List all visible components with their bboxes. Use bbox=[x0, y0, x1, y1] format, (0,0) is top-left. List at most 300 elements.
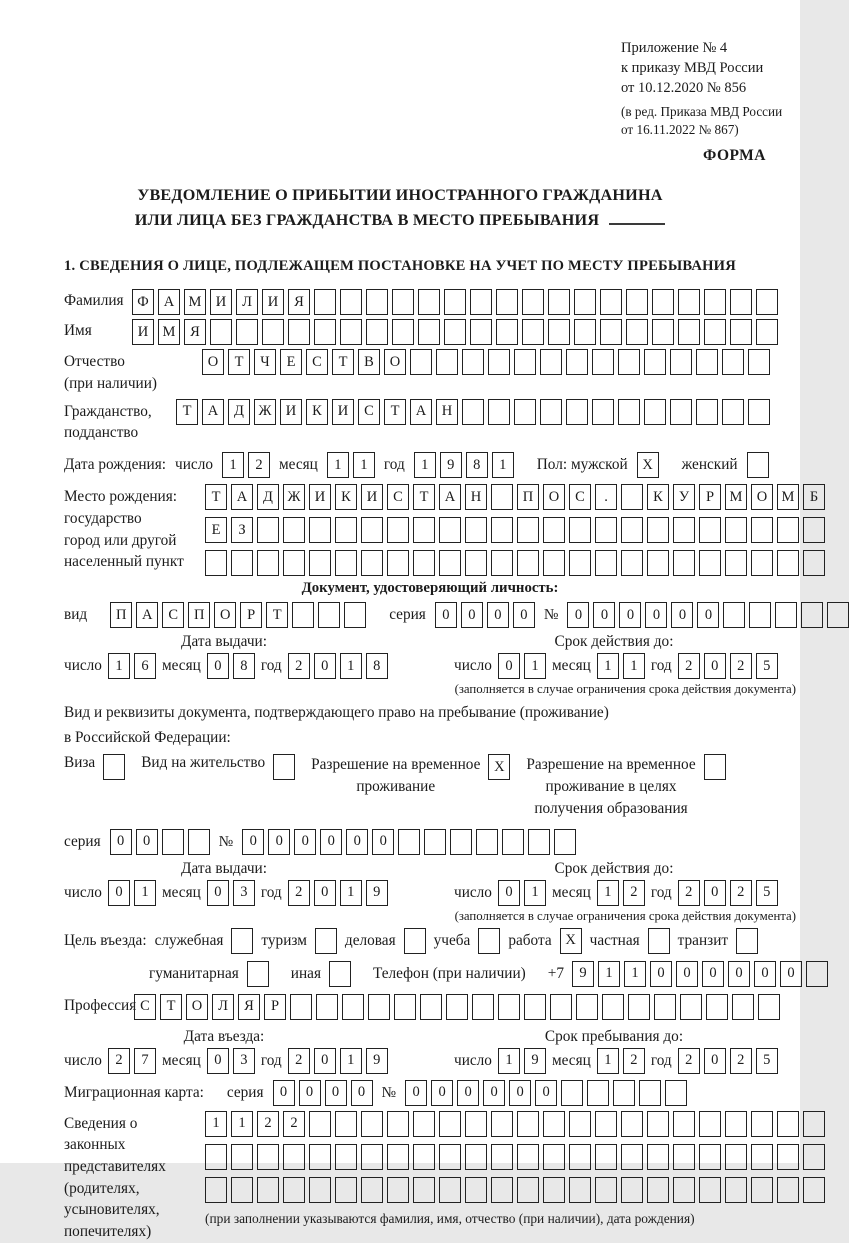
char-box[interactable]: 2 bbox=[730, 880, 752, 906]
char-box[interactable] bbox=[314, 289, 336, 315]
char-box[interactable]: 8 bbox=[233, 653, 255, 679]
char-box[interactable]: 0 bbox=[483, 1080, 505, 1106]
char-box[interactable] bbox=[517, 550, 539, 576]
char-box[interactable]: X bbox=[637, 452, 659, 478]
char-box[interactable]: 0 bbox=[702, 961, 724, 987]
char-box[interactable] bbox=[751, 550, 773, 576]
char-box[interactable] bbox=[775, 602, 797, 628]
char-box[interactable]: . bbox=[595, 484, 617, 510]
char-box[interactable]: 2 bbox=[623, 880, 645, 906]
char-box[interactable] bbox=[465, 1177, 487, 1203]
char-box[interactable]: А bbox=[202, 399, 224, 425]
char-box[interactable] bbox=[205, 1177, 227, 1203]
char-box[interactable] bbox=[777, 1111, 799, 1137]
char-box[interactable] bbox=[392, 319, 414, 345]
char-box[interactable] bbox=[827, 602, 849, 628]
char-box[interactable] bbox=[283, 550, 305, 576]
char-box[interactable] bbox=[639, 1080, 661, 1106]
char-box[interactable] bbox=[413, 550, 435, 576]
char-box[interactable]: О bbox=[384, 349, 406, 375]
char-box[interactable] bbox=[647, 1177, 669, 1203]
char-box[interactable] bbox=[465, 1111, 487, 1137]
char-box[interactable] bbox=[600, 319, 622, 345]
char-box[interactable]: 0 bbox=[314, 880, 336, 906]
char-box[interactable] bbox=[751, 1111, 773, 1137]
char-box[interactable] bbox=[236, 319, 258, 345]
char-box[interactable] bbox=[462, 349, 484, 375]
char-box[interactable] bbox=[498, 994, 520, 1020]
char-box[interactable] bbox=[517, 1177, 539, 1203]
char-box[interactable]: 0 bbox=[110, 829, 132, 855]
char-box[interactable] bbox=[618, 349, 640, 375]
char-box[interactable] bbox=[561, 1080, 583, 1106]
char-box[interactable]: Я bbox=[238, 994, 260, 1020]
char-box[interactable]: Н bbox=[436, 399, 458, 425]
char-box[interactable] bbox=[595, 1177, 617, 1203]
char-box[interactable]: 1 bbox=[598, 961, 620, 987]
char-box[interactable] bbox=[722, 399, 744, 425]
char-box[interactable]: Ж bbox=[283, 484, 305, 510]
char-box[interactable] bbox=[626, 289, 648, 315]
char-box[interactable] bbox=[543, 550, 565, 576]
char-box[interactable] bbox=[439, 517, 461, 543]
char-box[interactable] bbox=[730, 319, 752, 345]
char-box[interactable]: 1 bbox=[353, 452, 375, 478]
char-box[interactable] bbox=[491, 1177, 513, 1203]
char-box[interactable] bbox=[262, 319, 284, 345]
char-box[interactable]: 0 bbox=[273, 1080, 295, 1106]
char-box[interactable] bbox=[751, 1177, 773, 1203]
char-box[interactable] bbox=[387, 1111, 409, 1137]
char-box[interactable] bbox=[696, 399, 718, 425]
char-box[interactable]: 0 bbox=[704, 880, 726, 906]
char-box[interactable]: Т bbox=[176, 399, 198, 425]
char-box[interactable] bbox=[522, 319, 544, 345]
char-box[interactable] bbox=[730, 289, 752, 315]
char-box[interactable] bbox=[654, 994, 676, 1020]
char-box[interactable] bbox=[188, 829, 210, 855]
char-box[interactable]: 2 bbox=[623, 1048, 645, 1074]
char-box[interactable] bbox=[315, 928, 337, 954]
char-box[interactable]: 0 bbox=[294, 829, 316, 855]
char-box[interactable] bbox=[446, 994, 468, 1020]
char-box[interactable]: Р bbox=[240, 602, 262, 628]
char-box[interactable] bbox=[566, 349, 588, 375]
char-box[interactable] bbox=[394, 994, 416, 1020]
char-box[interactable]: 9 bbox=[366, 1048, 388, 1074]
char-box[interactable]: 2 bbox=[288, 880, 310, 906]
char-box[interactable] bbox=[748, 399, 770, 425]
char-box[interactable] bbox=[103, 754, 125, 780]
char-box[interactable]: Т bbox=[160, 994, 182, 1020]
char-box[interactable] bbox=[162, 829, 184, 855]
char-box[interactable]: 1 bbox=[340, 653, 362, 679]
char-box[interactable]: 2 bbox=[283, 1111, 305, 1137]
char-box[interactable] bbox=[309, 1144, 331, 1170]
char-box[interactable] bbox=[344, 602, 366, 628]
char-box[interactable] bbox=[543, 1177, 565, 1203]
char-box[interactable] bbox=[751, 517, 773, 543]
char-box[interactable]: 6 bbox=[134, 653, 156, 679]
char-box[interactable]: 0 bbox=[108, 880, 130, 906]
char-box[interactable]: 3 bbox=[233, 880, 255, 906]
char-box[interactable]: О bbox=[543, 484, 565, 510]
char-box[interactable] bbox=[247, 961, 269, 987]
char-box[interactable]: 1 bbox=[108, 653, 130, 679]
char-box[interactable] bbox=[231, 1144, 253, 1170]
char-box[interactable]: 1 bbox=[597, 653, 619, 679]
char-box[interactable] bbox=[387, 1177, 409, 1203]
char-box[interactable]: 1 bbox=[340, 1048, 362, 1074]
char-box[interactable]: Т bbox=[332, 349, 354, 375]
char-box[interactable] bbox=[777, 1177, 799, 1203]
char-box[interactable] bbox=[602, 994, 624, 1020]
char-box[interactable]: 0 bbox=[645, 602, 667, 628]
char-box[interactable] bbox=[309, 550, 331, 576]
char-box[interactable]: 1 bbox=[231, 1111, 253, 1137]
char-box[interactable]: И bbox=[262, 289, 284, 315]
char-box[interactable]: 5 bbox=[756, 880, 778, 906]
char-box[interactable] bbox=[335, 1144, 357, 1170]
char-box[interactable]: К bbox=[335, 484, 357, 510]
char-box[interactable]: Е bbox=[205, 517, 227, 543]
char-box[interactable] bbox=[478, 928, 500, 954]
char-box[interactable] bbox=[574, 319, 596, 345]
char-box[interactable] bbox=[290, 994, 312, 1020]
char-box[interactable]: С bbox=[387, 484, 409, 510]
char-box[interactable] bbox=[444, 289, 466, 315]
char-box[interactable]: И bbox=[280, 399, 302, 425]
char-box[interactable] bbox=[628, 994, 650, 1020]
char-box[interactable]: 1 bbox=[327, 452, 349, 478]
char-box[interactable] bbox=[613, 1080, 635, 1106]
char-box[interactable] bbox=[595, 517, 617, 543]
char-box[interactable]: X bbox=[560, 928, 582, 954]
char-box[interactable]: 5 bbox=[756, 1048, 778, 1074]
char-box[interactable]: И bbox=[332, 399, 354, 425]
char-box[interactable]: 2 bbox=[730, 1048, 752, 1074]
char-box[interactable] bbox=[491, 484, 513, 510]
char-box[interactable] bbox=[366, 319, 388, 345]
char-box[interactable] bbox=[569, 1144, 591, 1170]
char-box[interactable]: 9 bbox=[440, 452, 462, 478]
char-box[interactable] bbox=[387, 550, 409, 576]
char-box[interactable] bbox=[699, 1144, 721, 1170]
char-box[interactable]: 2 bbox=[730, 653, 752, 679]
char-box[interactable] bbox=[803, 1111, 825, 1137]
char-box[interactable] bbox=[524, 994, 546, 1020]
char-box[interactable] bbox=[722, 349, 744, 375]
char-box[interactable]: 0 bbox=[535, 1080, 557, 1106]
char-box[interactable]: О bbox=[751, 484, 773, 510]
char-box[interactable]: 1 bbox=[340, 880, 362, 906]
char-box[interactable] bbox=[673, 1177, 695, 1203]
char-box[interactable] bbox=[696, 349, 718, 375]
char-box[interactable]: У bbox=[673, 484, 695, 510]
char-box[interactable]: П bbox=[188, 602, 210, 628]
char-box[interactable] bbox=[361, 517, 383, 543]
char-box[interactable] bbox=[465, 550, 487, 576]
char-box[interactable]: Т bbox=[228, 349, 250, 375]
char-box[interactable]: В bbox=[358, 349, 380, 375]
char-box[interactable]: Т bbox=[266, 602, 288, 628]
char-box[interactable]: И bbox=[309, 484, 331, 510]
char-box[interactable]: 0 bbox=[207, 880, 229, 906]
char-box[interactable]: 0 bbox=[650, 961, 672, 987]
char-box[interactable]: 0 bbox=[487, 602, 509, 628]
char-box[interactable] bbox=[342, 994, 364, 1020]
char-box[interactable]: 0 bbox=[461, 602, 483, 628]
char-box[interactable] bbox=[621, 1144, 643, 1170]
char-box[interactable] bbox=[368, 994, 390, 1020]
char-box[interactable]: Ч bbox=[254, 349, 276, 375]
char-box[interactable] bbox=[488, 349, 510, 375]
char-box[interactable] bbox=[387, 1144, 409, 1170]
char-box[interactable] bbox=[648, 928, 670, 954]
char-box[interactable] bbox=[647, 1111, 669, 1137]
char-box[interactable] bbox=[413, 1144, 435, 1170]
char-box[interactable] bbox=[644, 399, 666, 425]
char-box[interactable] bbox=[283, 517, 305, 543]
char-box[interactable] bbox=[439, 1144, 461, 1170]
char-box[interactable] bbox=[699, 550, 721, 576]
char-box[interactable] bbox=[476, 829, 498, 855]
char-box[interactable] bbox=[706, 994, 728, 1020]
char-box[interactable]: К bbox=[306, 399, 328, 425]
char-box[interactable]: 0 bbox=[435, 602, 457, 628]
char-box[interactable] bbox=[644, 349, 666, 375]
char-box[interactable]: 2 bbox=[288, 653, 310, 679]
char-box[interactable] bbox=[439, 1111, 461, 1137]
char-box[interactable] bbox=[777, 517, 799, 543]
char-box[interactable] bbox=[670, 349, 692, 375]
char-box[interactable] bbox=[465, 517, 487, 543]
char-box[interactable] bbox=[621, 484, 643, 510]
char-box[interactable] bbox=[410, 349, 432, 375]
char-box[interactable] bbox=[699, 1111, 721, 1137]
char-box[interactable] bbox=[758, 994, 780, 1020]
char-box[interactable] bbox=[231, 550, 253, 576]
char-box[interactable]: 0 bbox=[671, 602, 693, 628]
char-box[interactable] bbox=[670, 399, 692, 425]
char-box[interactable]: П bbox=[517, 484, 539, 510]
char-box[interactable] bbox=[514, 349, 536, 375]
char-box[interactable]: Ф bbox=[132, 289, 154, 315]
char-box[interactable]: Т bbox=[205, 484, 227, 510]
char-box[interactable]: 1 bbox=[205, 1111, 227, 1137]
char-box[interactable]: Ж bbox=[254, 399, 276, 425]
char-box[interactable] bbox=[725, 1177, 747, 1203]
char-box[interactable] bbox=[595, 550, 617, 576]
char-box[interactable] bbox=[340, 289, 362, 315]
char-box[interactable] bbox=[418, 289, 440, 315]
char-box[interactable] bbox=[502, 829, 524, 855]
char-box[interactable]: Я bbox=[184, 319, 206, 345]
char-box[interactable]: 1 bbox=[498, 1048, 520, 1074]
char-box[interactable] bbox=[569, 550, 591, 576]
char-box[interactable] bbox=[748, 349, 770, 375]
char-box[interactable]: 2 bbox=[257, 1111, 279, 1137]
char-box[interactable]: 0 bbox=[704, 1048, 726, 1074]
char-box[interactable]: Е bbox=[280, 349, 302, 375]
char-box[interactable]: 2 bbox=[248, 452, 270, 478]
char-box[interactable]: Д bbox=[257, 484, 279, 510]
char-box[interactable] bbox=[205, 550, 227, 576]
char-box[interactable]: 0 bbox=[697, 602, 719, 628]
char-box[interactable] bbox=[777, 550, 799, 576]
char-box[interactable]: 1 bbox=[524, 880, 546, 906]
char-box[interactable] bbox=[318, 602, 340, 628]
char-box[interactable] bbox=[569, 1111, 591, 1137]
char-box[interactable] bbox=[329, 961, 351, 987]
char-box[interactable] bbox=[626, 319, 648, 345]
char-box[interactable] bbox=[517, 1111, 539, 1137]
char-box[interactable]: 0 bbox=[498, 880, 520, 906]
char-box[interactable] bbox=[465, 1144, 487, 1170]
char-box[interactable]: 0 bbox=[593, 602, 615, 628]
char-box[interactable]: С bbox=[358, 399, 380, 425]
char-box[interactable]: 1 bbox=[597, 1048, 619, 1074]
char-box[interactable] bbox=[678, 289, 700, 315]
char-box[interactable] bbox=[309, 517, 331, 543]
char-box[interactable]: 0 bbox=[242, 829, 264, 855]
char-box[interactable]: Л bbox=[236, 289, 258, 315]
char-box[interactable] bbox=[366, 289, 388, 315]
char-box[interactable] bbox=[335, 517, 357, 543]
char-box[interactable] bbox=[283, 1177, 305, 1203]
char-box[interactable] bbox=[496, 289, 518, 315]
char-box[interactable] bbox=[554, 829, 576, 855]
char-box[interactable] bbox=[647, 1144, 669, 1170]
char-box[interactable]: 1 bbox=[524, 653, 546, 679]
char-box[interactable] bbox=[517, 1144, 539, 1170]
char-box[interactable] bbox=[756, 319, 778, 345]
char-box[interactable] bbox=[257, 550, 279, 576]
char-box[interactable] bbox=[803, 1144, 825, 1170]
char-box[interactable] bbox=[699, 517, 721, 543]
char-box[interactable]: 0 bbox=[431, 1080, 453, 1106]
char-box[interactable] bbox=[647, 517, 669, 543]
char-box[interactable] bbox=[413, 517, 435, 543]
char-box[interactable] bbox=[673, 1111, 695, 1137]
char-box[interactable] bbox=[751, 1144, 773, 1170]
char-box[interactable]: А bbox=[439, 484, 461, 510]
char-box[interactable] bbox=[592, 349, 614, 375]
char-box[interactable] bbox=[361, 1177, 383, 1203]
char-box[interactable] bbox=[273, 754, 295, 780]
char-box[interactable]: 0 bbox=[676, 961, 698, 987]
char-box[interactable] bbox=[652, 319, 674, 345]
char-box[interactable] bbox=[292, 602, 314, 628]
char-box[interactable]: Т bbox=[413, 484, 435, 510]
char-box[interactable] bbox=[361, 1111, 383, 1137]
char-box[interactable] bbox=[543, 1111, 565, 1137]
char-box[interactable] bbox=[665, 1080, 687, 1106]
char-box[interactable]: М bbox=[184, 289, 206, 315]
char-box[interactable] bbox=[496, 319, 518, 345]
char-box[interactable] bbox=[747, 452, 769, 478]
char-box[interactable] bbox=[335, 1177, 357, 1203]
char-box[interactable] bbox=[231, 1177, 253, 1203]
char-box[interactable]: М bbox=[777, 484, 799, 510]
char-box[interactable] bbox=[806, 961, 828, 987]
char-box[interactable] bbox=[439, 1177, 461, 1203]
char-box[interactable]: 3 bbox=[233, 1048, 255, 1074]
char-box[interactable]: X bbox=[488, 754, 510, 780]
char-box[interactable] bbox=[404, 928, 426, 954]
char-box[interactable] bbox=[413, 1111, 435, 1137]
char-box[interactable] bbox=[231, 928, 253, 954]
char-box[interactable]: 7 bbox=[134, 1048, 156, 1074]
char-box[interactable]: 1 bbox=[222, 452, 244, 478]
char-box[interactable]: 0 bbox=[498, 653, 520, 679]
char-box[interactable]: 0 bbox=[780, 961, 802, 987]
char-box[interactable] bbox=[205, 1144, 227, 1170]
char-box[interactable] bbox=[420, 994, 442, 1020]
char-box[interactable]: О bbox=[202, 349, 224, 375]
char-box[interactable] bbox=[257, 517, 279, 543]
char-box[interactable]: И bbox=[361, 484, 383, 510]
char-box[interactable] bbox=[600, 289, 622, 315]
char-box[interactable]: С bbox=[306, 349, 328, 375]
char-box[interactable] bbox=[749, 602, 771, 628]
char-box[interactable] bbox=[777, 1144, 799, 1170]
char-box[interactable] bbox=[540, 349, 562, 375]
char-box[interactable] bbox=[361, 1144, 383, 1170]
char-box[interactable] bbox=[314, 319, 336, 345]
char-box[interactable]: 0 bbox=[207, 1048, 229, 1074]
char-box[interactable]: 8 bbox=[466, 452, 488, 478]
char-box[interactable]: Б bbox=[803, 484, 825, 510]
char-box[interactable]: А bbox=[231, 484, 253, 510]
char-box[interactable]: 0 bbox=[351, 1080, 373, 1106]
char-box[interactable] bbox=[462, 399, 484, 425]
char-box[interactable] bbox=[470, 289, 492, 315]
char-box[interactable] bbox=[803, 1177, 825, 1203]
char-box[interactable] bbox=[392, 289, 414, 315]
char-box[interactable] bbox=[723, 602, 745, 628]
char-box[interactable]: 9 bbox=[366, 880, 388, 906]
char-box[interactable] bbox=[439, 550, 461, 576]
char-box[interactable] bbox=[574, 289, 596, 315]
char-box[interactable]: 0 bbox=[704, 653, 726, 679]
char-box[interactable] bbox=[288, 319, 310, 345]
char-box[interactable]: 0 bbox=[754, 961, 776, 987]
char-box[interactable] bbox=[514, 399, 536, 425]
char-box[interactable] bbox=[335, 1111, 357, 1137]
char-box[interactable]: К bbox=[647, 484, 669, 510]
char-box[interactable] bbox=[335, 550, 357, 576]
char-box[interactable]: М bbox=[725, 484, 747, 510]
char-box[interactable]: 0 bbox=[207, 653, 229, 679]
char-box[interactable]: 0 bbox=[314, 1048, 336, 1074]
char-box[interactable] bbox=[647, 550, 669, 576]
char-box[interactable] bbox=[621, 517, 643, 543]
char-box[interactable]: 1 bbox=[624, 961, 646, 987]
char-box[interactable] bbox=[550, 994, 572, 1020]
char-box[interactable]: Д bbox=[228, 399, 250, 425]
char-box[interactable]: 1 bbox=[134, 880, 156, 906]
char-box[interactable] bbox=[699, 1177, 721, 1203]
char-box[interactable] bbox=[517, 517, 539, 543]
char-box[interactable]: 9 bbox=[572, 961, 594, 987]
char-box[interactable]: 1 bbox=[597, 880, 619, 906]
char-box[interactable]: 2 bbox=[108, 1048, 130, 1074]
char-box[interactable] bbox=[340, 319, 362, 345]
char-box[interactable] bbox=[316, 994, 338, 1020]
char-box[interactable] bbox=[652, 289, 674, 315]
char-box[interactable] bbox=[736, 928, 758, 954]
